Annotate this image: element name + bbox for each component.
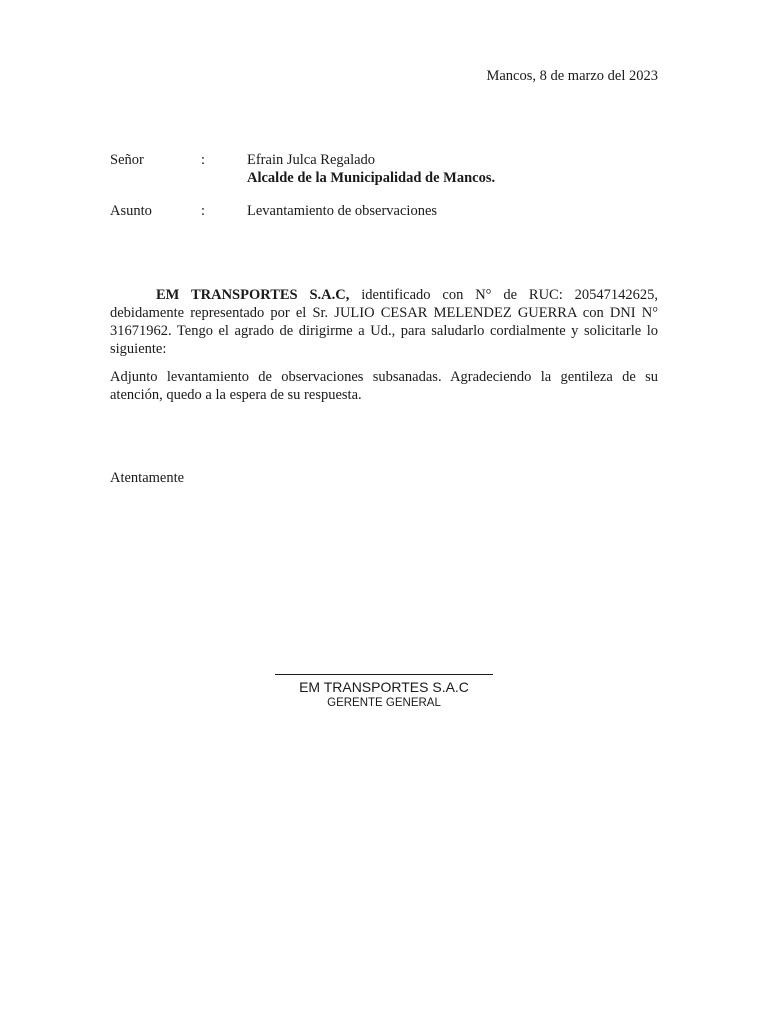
signature-line xyxy=(275,674,493,675)
paragraph-1-text: identificado con N° de RUC: 20547142625, debidamente representado por el Sr. JULIO CESAR MELENDEZ GUERRA con DNI N° 31671962. Tengo el agrado de dirigirme a Ud., para saludarlo cordialmente y solicitarle lo siguiente: xyxy=(110,287,658,357)
subject-value: Levantamiento de observaciones xyxy=(247,203,438,219)
recipient-label: Señor xyxy=(110,152,144,168)
signature-block xyxy=(275,674,493,711)
body-paragraph-1 xyxy=(110,286,658,358)
company-name: EM TRANSPORTES S.A.C, xyxy=(156,287,350,303)
subject-label: Asunto xyxy=(110,203,152,219)
signature-title: GERENTE GENERAL xyxy=(327,697,441,709)
recipient-position: Alcalde de la Municipalidad de Mancos. xyxy=(247,170,496,186)
recipient-colon: : xyxy=(201,152,206,168)
signature-name: EM TRANSPORTES S.A.C xyxy=(299,679,469,695)
subject-colon: : xyxy=(201,203,206,219)
closing: Atentamente xyxy=(110,470,185,486)
body-paragraph-2: Adjunto levantamiento de observaciones subsanadas. Agradeciendo la gentileza de su atención, quedo a la espera de su respuesta. xyxy=(110,369,658,403)
letter-date: Mancos, 8 de marzo del 2023 xyxy=(486,68,658,84)
recipient-name: Efrain Julca Regalado xyxy=(247,152,376,168)
